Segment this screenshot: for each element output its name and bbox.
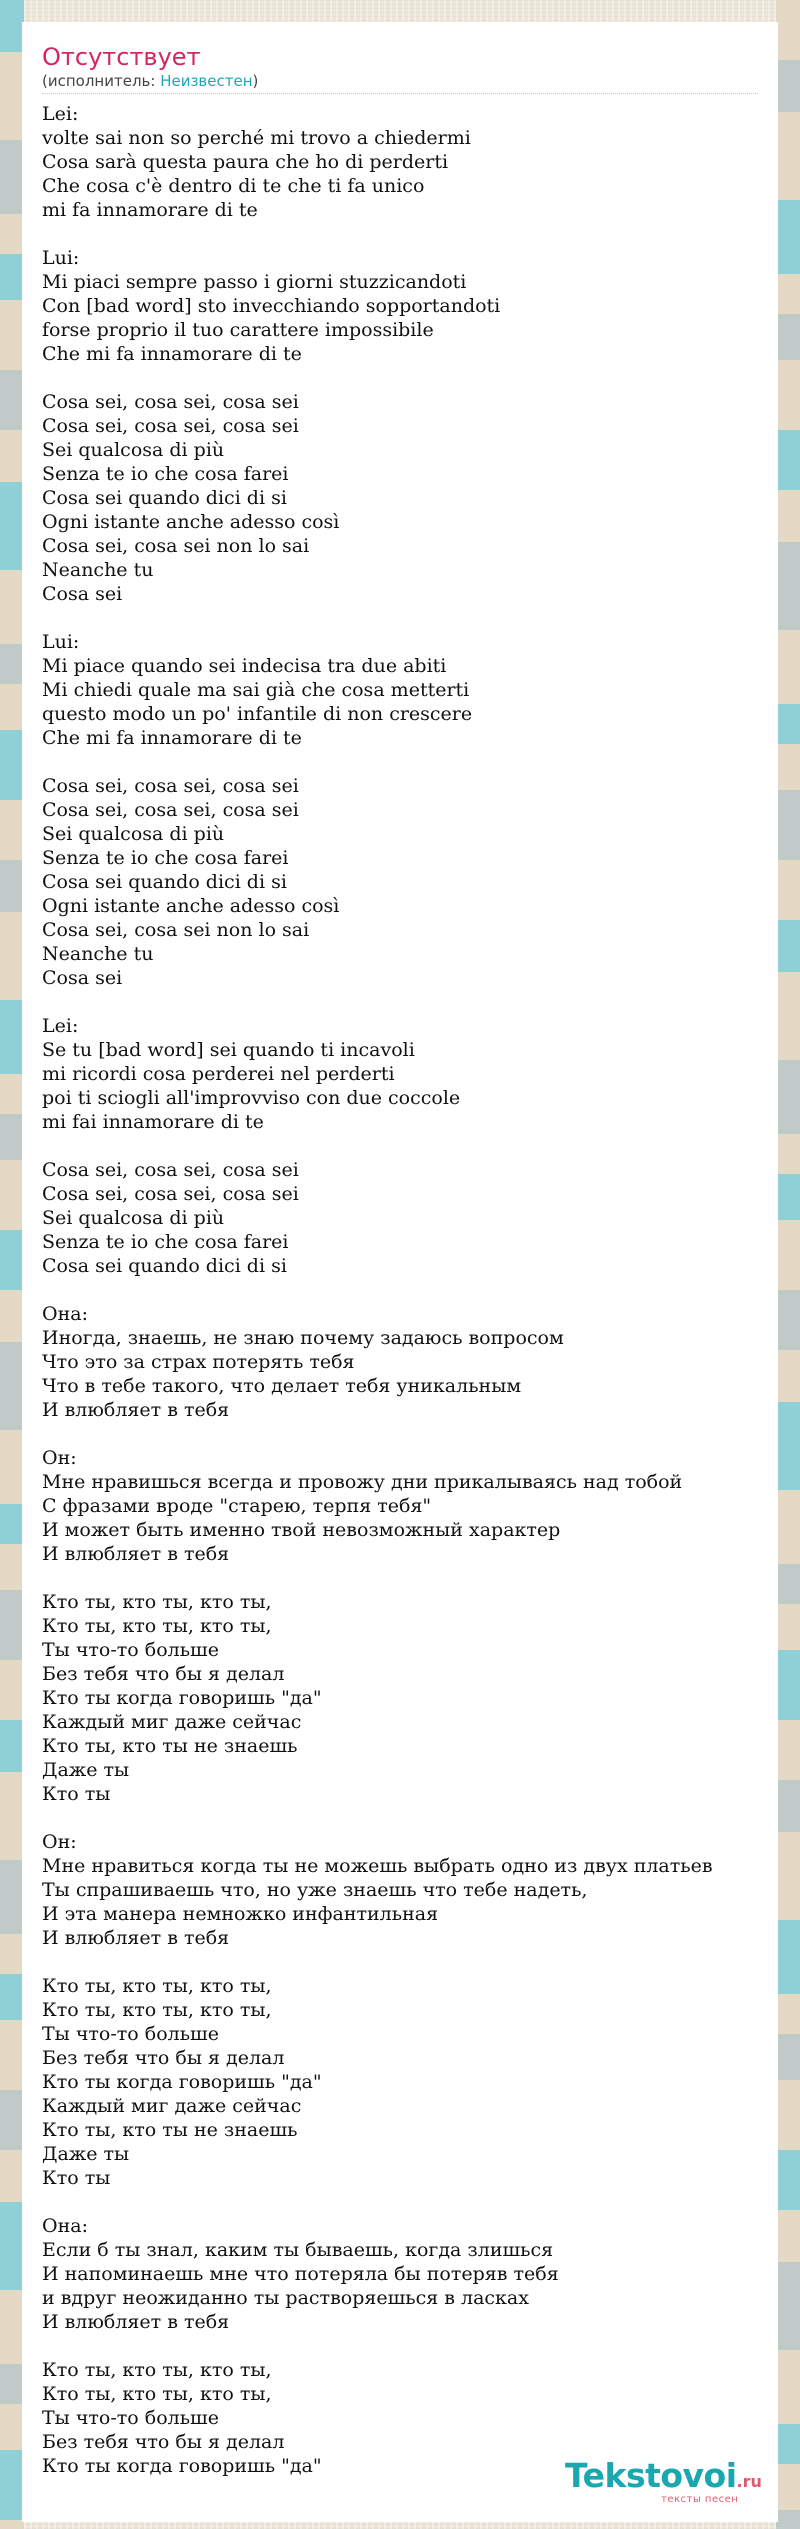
border-stripe [776,1920,800,1994]
border-stripe [776,704,800,744]
border-stripe [776,360,800,430]
song-header [42,42,758,94]
border-stripe [776,314,800,360]
border-stripe [0,912,24,1000]
border-stripe [0,1660,24,1720]
border-stripe [0,430,24,482]
border-stripe [776,920,800,972]
border-stripe [776,430,800,490]
border-stripe [776,200,800,274]
logo-domain-suffix: .ru [736,2472,762,2491]
border-stripe [776,1290,800,1350]
border-stripe [0,1590,24,1660]
border-stripe [0,1720,24,1772]
border-stripe [0,1430,24,1504]
song-title: Отсутствует [42,43,201,71]
border-stripe [0,0,24,52]
border-stripe [0,1342,24,1430]
border-stripe [0,1544,24,1590]
border-stripe [0,2404,24,2450]
border-stripe [776,630,800,704]
border-stripe [0,1230,24,1290]
border-stripe [776,860,800,920]
logo-tagline: тексты песен [661,2494,739,2505]
border-stripe [0,1114,24,1160]
border-stripe [776,1780,800,1832]
border-stripe [0,1860,24,1934]
border-stripe [776,2034,800,2080]
border-stripe [776,2350,800,2424]
performer-line [42,72,758,94]
border-stripe [776,1490,800,1564]
border-stripe [776,1564,800,1604]
border-stripe [776,2510,800,2529]
border-stripe [776,2464,800,2510]
right-border-decoration [776,0,800,2529]
border-stripe [776,1402,800,1490]
border-stripe [0,1772,24,1860]
border-stripe [776,1174,800,1220]
border-stripe [0,482,24,570]
border-stripe [776,1650,800,1720]
border-stripe [776,744,800,790]
border-stripe [0,800,24,860]
border-stripe [0,2520,24,2529]
performer-link[interactable]: Неизвестен [160,72,253,90]
border-stripe [776,542,800,630]
border-stripe [0,2020,24,2090]
border-stripe [0,140,24,214]
border-stripe [776,1832,800,1920]
border-stripe [776,2424,800,2464]
border-stripe [776,1350,800,1402]
performer-suffix: ) [252,72,259,90]
border-stripe [0,1934,24,1974]
border-stripe [0,2202,24,2290]
lyrics-text: Lei: volte sai non so perché mi trovo a chiedermi Cosa sarà questa paura che ho di perderti Che cosa c'è dentro di te che ti fa unico mi fa innamorare di te Lui: Mi piaci sempre passo i giorni stuzzicandoti Con [bad word] sto invecchiando sopportandoti forse proprio il tuo carattere impossibile Che mi fa innamorare di te Cosa sei, cosa sei, cosa sei Cosa sei, cosa sei, cosa sei Sei qualcosa di più Senza te io che cosa farei Cosa sei quando dici di si Ogni istante anche adesso così Cosa sei, cosa sei non lo sai Neanche tu Cosa sei Lui: Mi piace quando sei indecisa tra due abiti Mi chiedi quale ma sai già che cosa metterti questo modo un po' infantile di non crescere Che mi fa innamorare di te Cosa sei, cosa sei, cosa sei Cosa sei, cosa sei, cosa sei Sei qualcosa di più Senza te io che cosa farei Cosa sei quando dici di si Ogni istante anche adesso così Cosa sei, cosa sei non lo sai Neanche tu Cosa sei Lei: Se tu [bad word] sei quando ti incavoli mi ricordi cosa perderei nel perderti poi ti sciogli all'improvviso con due coccole mi fai innamorare di te Cosa sei, cosa sei, cosa sei Cosa sei, cosa sei, cosa sei Sei qualcosa di più Senza te io che cosa farei Cosa sei quando dici di si Она: Иногда, знаешь, не знаю почему задаюсь вопросом Что это за страх потерять тебя Что в тебе такого, что делает тебя уникальным И влюбляет в тебя Он: Мне нравишься всегда и провожу дни прикалываясь над тобой С фразами вроде "старею, терпя тебя" И может быть именно твой невозможный характер И влюбляет в тебя Кто ты, кто ты, кто ты, Кто ты, кто ты, кто ты, Ты что-то больше Без тебя что бы я делал Кто ты когда говоришь "да" Каждый миг даже сейчас Кто ты, кто ты не знаешь Даже ты Кто ты Он: Мне нравиться когда ты не можешь выбрать одно из двух платьев Ты спрашиваешь что, но уже знаешь что тебе надеть, И эта манера немножко инфантильная И влюбляет в тебя Кто ты, кто ты, кто ты, Кто ты, кто ты, кто ты, Ты что-то больше Без тебя что бы я делал Кто ты когда говоришь "да" Каждый миг даже сейчас Кто ты, кто ты не знаешь Даже ты Кто ты Она: Если б ты знал, каким ты бываешь, когда злишься И напоминаешь мне что потеряла бы потеряв тебя и вдруг неожиданно ты растворяешься в ласках И влюбляет в тебя Кто ты, кто ты, кто ты, Кто ты, кто ты, кто ты, Ты что-то больше Без тебя что бы я делал Кто ты когда говоришь "да" [42,103,713,2477]
border-stripe [776,112,800,200]
border-stripe [0,1290,24,1342]
border-stripe [0,2450,24,2520]
border-stripe [0,2090,24,2150]
border-stripe [0,684,24,730]
border-stripe [776,972,800,1060]
border-stripe [0,2290,24,2364]
border-stripe [776,60,800,112]
content-panel [22,22,778,2522]
logo-wordmark: Tekstovoi [565,2456,737,2495]
border-stripe [776,1060,800,1134]
border-stripe [0,1974,24,2020]
border-stripe [0,1160,24,1230]
border-stripe [0,730,24,800]
border-stripe [0,570,24,644]
border-stripe [776,0,800,60]
border-stripe [776,1994,800,2034]
border-stripe [776,2080,800,2150]
border-stripe [0,1000,24,1074]
border-stripe [0,860,24,912]
border-stripe [776,1134,800,1174]
border-stripe [776,1604,800,1650]
border-stripe [0,254,24,300]
border-stripe [776,1720,800,1780]
border-stripe [0,1074,24,1114]
left-border-decoration [0,0,24,2529]
border-stripe [0,214,24,254]
border-stripe [776,790,800,860]
border-stripe [0,2364,24,2404]
border-stripe [0,2150,24,2202]
border-stripe [0,644,24,684]
border-stripe [776,1220,800,1290]
border-stripe [0,1504,24,1544]
border-stripe [776,490,800,542]
border-stripe [0,300,24,370]
border-stripe [776,2150,800,2210]
border-stripe [776,2210,800,2262]
site-logo[interactable] [565,2458,775,2508]
border-stripe [776,2262,800,2350]
performer-prefix: (исполнитель: [42,72,161,90]
border-stripe [776,274,800,314]
border-stripe [0,52,24,140]
border-stripe [0,370,24,430]
